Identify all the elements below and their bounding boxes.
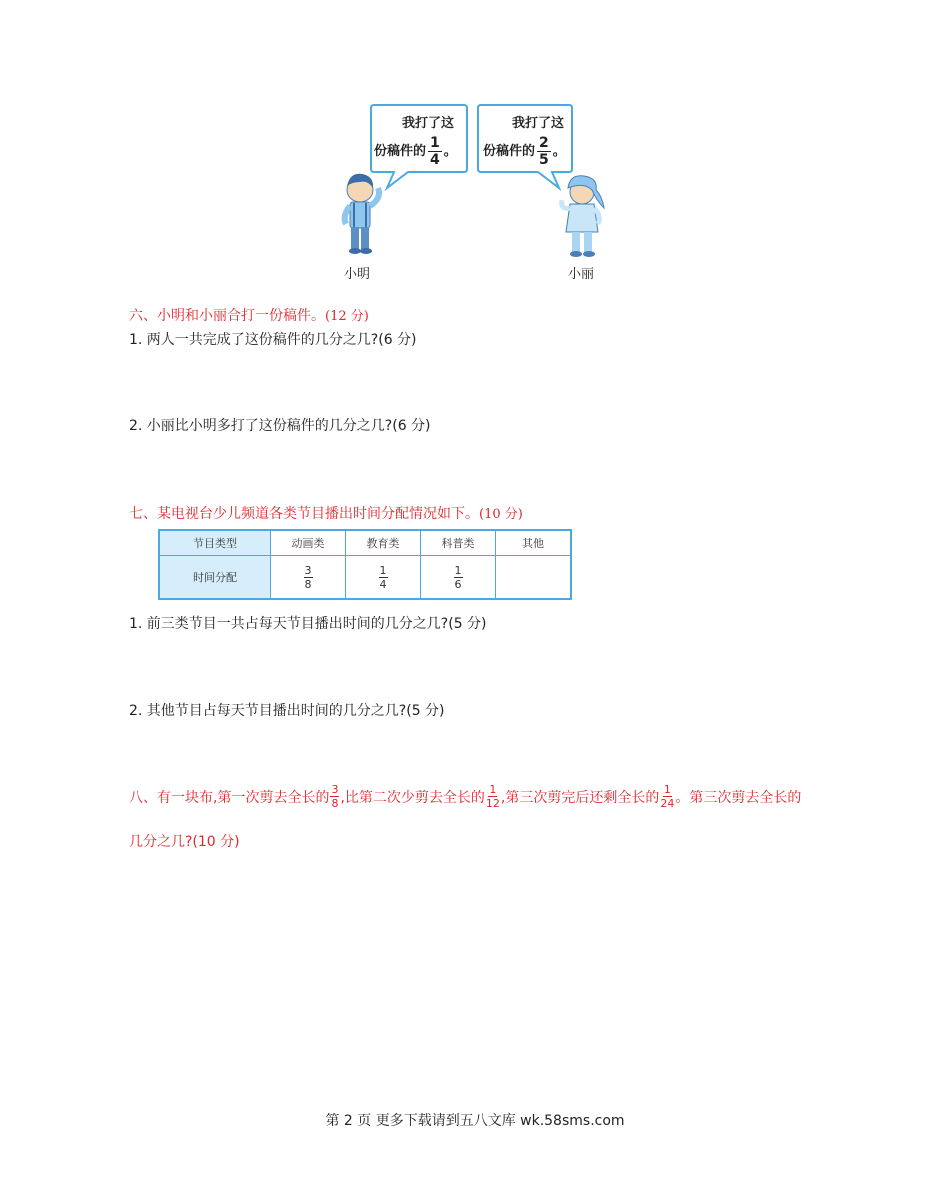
illustration [330,100,620,285]
girl-figure [562,176,604,257]
table-cell-fraction: $\frac{1}{4}$ [346,556,421,600]
table-cell-fraction: $\frac{3}{8}$ [271,556,346,600]
section7-question-2: 2. 其他节目占每天节目播出时间的几分之几?(5 分) [129,703,445,719]
section8-line1 [129,784,801,809]
table-cell-empty [496,556,572,600]
section6-score: (12 分) [325,309,369,324]
bubble-left-prefix: 份稿件的 [374,144,427,159]
bubble-right-prefix: 份稿件的 [483,144,536,159]
table-header-cell: 节目类型 [159,530,271,556]
bubble-right-line1: 我打了这 [512,116,565,131]
section7-question-1: 1. 前三类节目一共占每天节目播出时间的几分之几?(5 分) [129,616,487,632]
section8-line2: 几分之几?(10 分) [129,834,240,850]
girl-name-label: 小丽 [568,267,595,282]
table-header-cell: 动画类 [271,530,346,556]
table-cell-fraction: $\frac{1}{6}$ [421,556,496,600]
section8-fraction-1: $\frac{3}{8}$ [331,783,339,810]
bubble-left-fraction: $\frac{1}{4}$ [430,135,440,168]
section7-title [129,503,523,523]
section7-score: (10 分) [479,507,523,522]
table-header-row [159,530,571,556]
bubble-left-line2 [374,136,457,167]
section8-fraction-3: $\frac{1}{24}$ [660,783,675,810]
section8-part3: ,第三次剪完后还剩全长的 [500,789,660,806]
dialogue-illustration [330,100,620,285]
section6-question-2: 2. 小丽比小明多打了这份稿件的几分之几?(6 分) [129,418,431,434]
section6-title-text: 六、小明和小丽合打一份稿件。 [129,308,325,324]
time-allocation-table [158,529,572,600]
bubble-left-suffix: 。 [443,144,457,159]
bubble-left-line1: 我打了这 [402,116,455,131]
table-header-cell: 教育类 [346,530,421,556]
section6-question-1: 1. 两人一共完成了这份稿件的几分之几?(6 分) [129,332,417,348]
section8-part4: 。第三次剪去全长的 [675,789,802,806]
table-row-label: 时间分配 [159,556,271,600]
section8-fraction-2: $\frac{1}{12}$ [485,783,500,810]
table-header-cell: 其他 [496,530,572,556]
page-footer: 第 2 页 更多下载请到五八文库 wk.58sms.com [325,1113,625,1129]
table-row [159,556,571,600]
boy-name-label: 小明 [344,267,371,282]
boy-figure [345,174,379,254]
section8-part2: ,比第二次少剪去全长的 [340,789,485,806]
table-header-cell: 科普类 [421,530,496,556]
bubble-right-line2 [483,136,566,167]
bubble-right-suffix: 。 [552,144,566,159]
section7-title-text: 七、某电视台少儿频道各类节目播出时间分配情况如下。 [129,506,479,522]
time-allocation-table-wrap [158,529,572,600]
bubble-right-fraction: $\frac{2}{5}$ [539,135,549,168]
section8-part1: 八、有一块布,第一次剪去全长的 [129,789,330,806]
section6-title [129,305,369,325]
